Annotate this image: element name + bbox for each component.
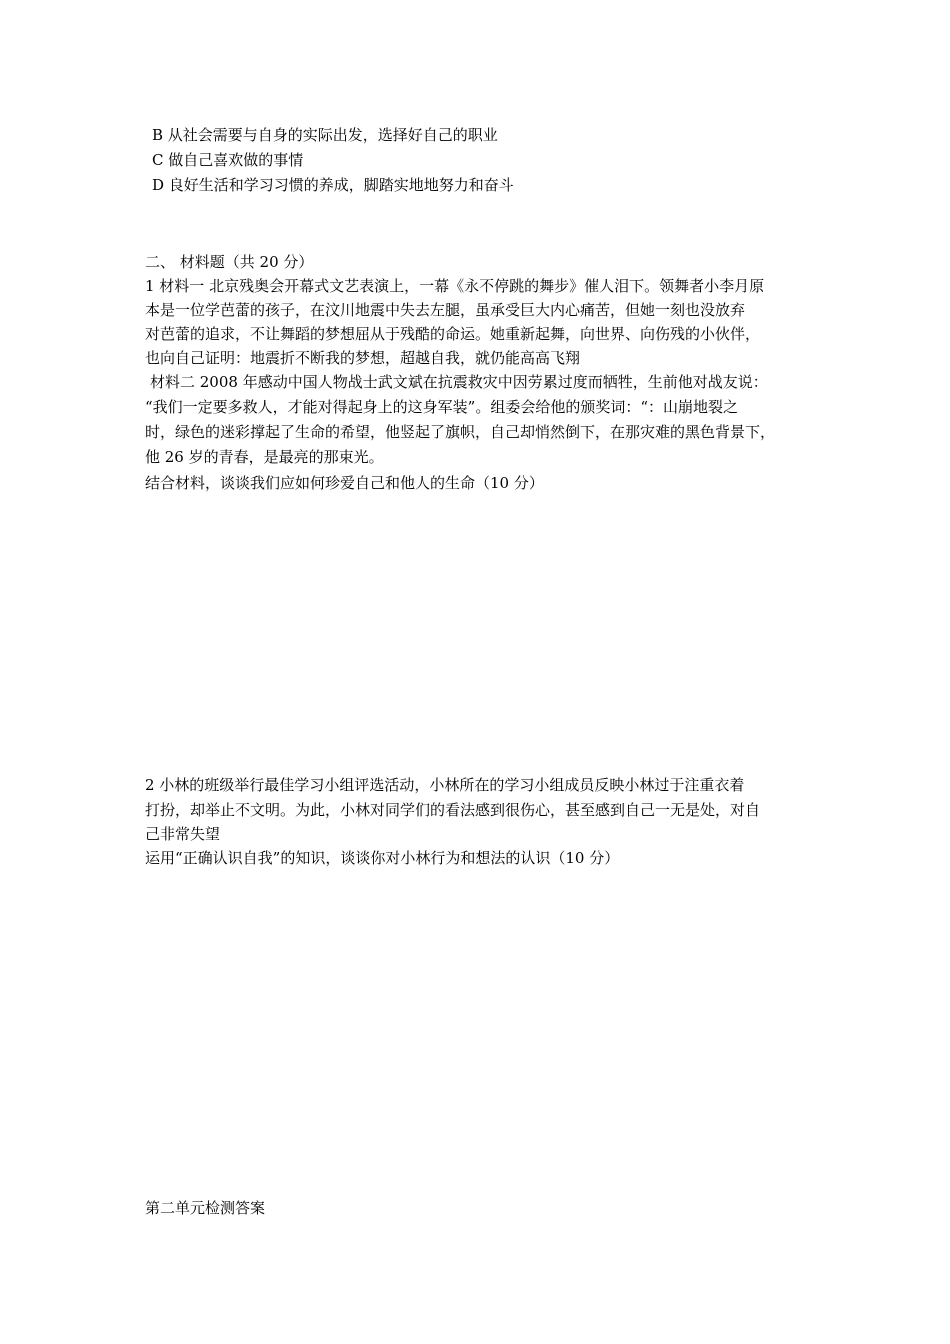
q1-line: 也向自己证明：地震折不断我的梦想，超越自我，就仍能高高飞翔 <box>145 349 581 367</box>
q1-line: 他 26 岁的青春，是最亮的那束光。 <box>145 448 384 466</box>
q1-line: 1 材料一 北京残奥会开幕式文艺表演上，一幕《永不停跳的舞步》催人泪下。领舞者小李月原 <box>145 277 765 295</box>
q1-line: 材料二 2008 年感动中国人物战士武文斌在抗震救灾中因劳累过度而牺牲，生前他对战友说： <box>150 373 768 391</box>
section-heading: 二、 材料题（共 20 分） <box>145 253 314 271</box>
q1-line: “我们一定要多救人，才能对得起身上的这身军装”。组委会给他的颁奖词：“：山崩地裂之 <box>145 398 739 416</box>
option-d: D 良好生活和学习习惯的养成，脚踏实地地努力和奋斗 <box>152 176 514 194</box>
q1-line: 本是一位学芭蕾的孩子，在汶川地震中失去左腿，虽承受巨大内心痛苦，但她一刻也没放弃 <box>145 301 746 319</box>
q1-line: 时，绿色的迷彩撑起了生命的希望，他竖起了旗帜，自己却悄然倒下，在那灾难的黑色背景下， <box>145 423 776 441</box>
q2-line: 打扮，却举止不文明。为此，小林对同学们的看法感到很伤心，甚至感到自己一无是处，对自 <box>145 801 761 819</box>
option-b: B 从社会需要与自身的实际出发，选择好自己的职业 <box>152 126 498 144</box>
q1-prompt: 结合材料，谈谈我们应如何珍爱自己和他人的生命（10 分） <box>145 474 544 492</box>
option-c: C 做自己喜欢做的事情 <box>152 151 304 169</box>
q2-line: 己非常失望 <box>145 825 221 843</box>
answers-heading: 第二单元检测答案 <box>145 1199 266 1217</box>
q2-line: 2 小林的班级举行最佳学习小组评选活动，小林所在的学习小组成员反映小林过于注重衣着 <box>145 776 745 794</box>
q1-line: 对芭蕾的追求，不让舞蹈的梦想屈从于残酷的命运。她重新起舞，向世界、向伤残的小伙伴， <box>145 325 761 343</box>
q2-prompt: 运用“正确认识自我”的知识，谈谈你对小林行为和想法的认识（10 分） <box>145 849 620 867</box>
